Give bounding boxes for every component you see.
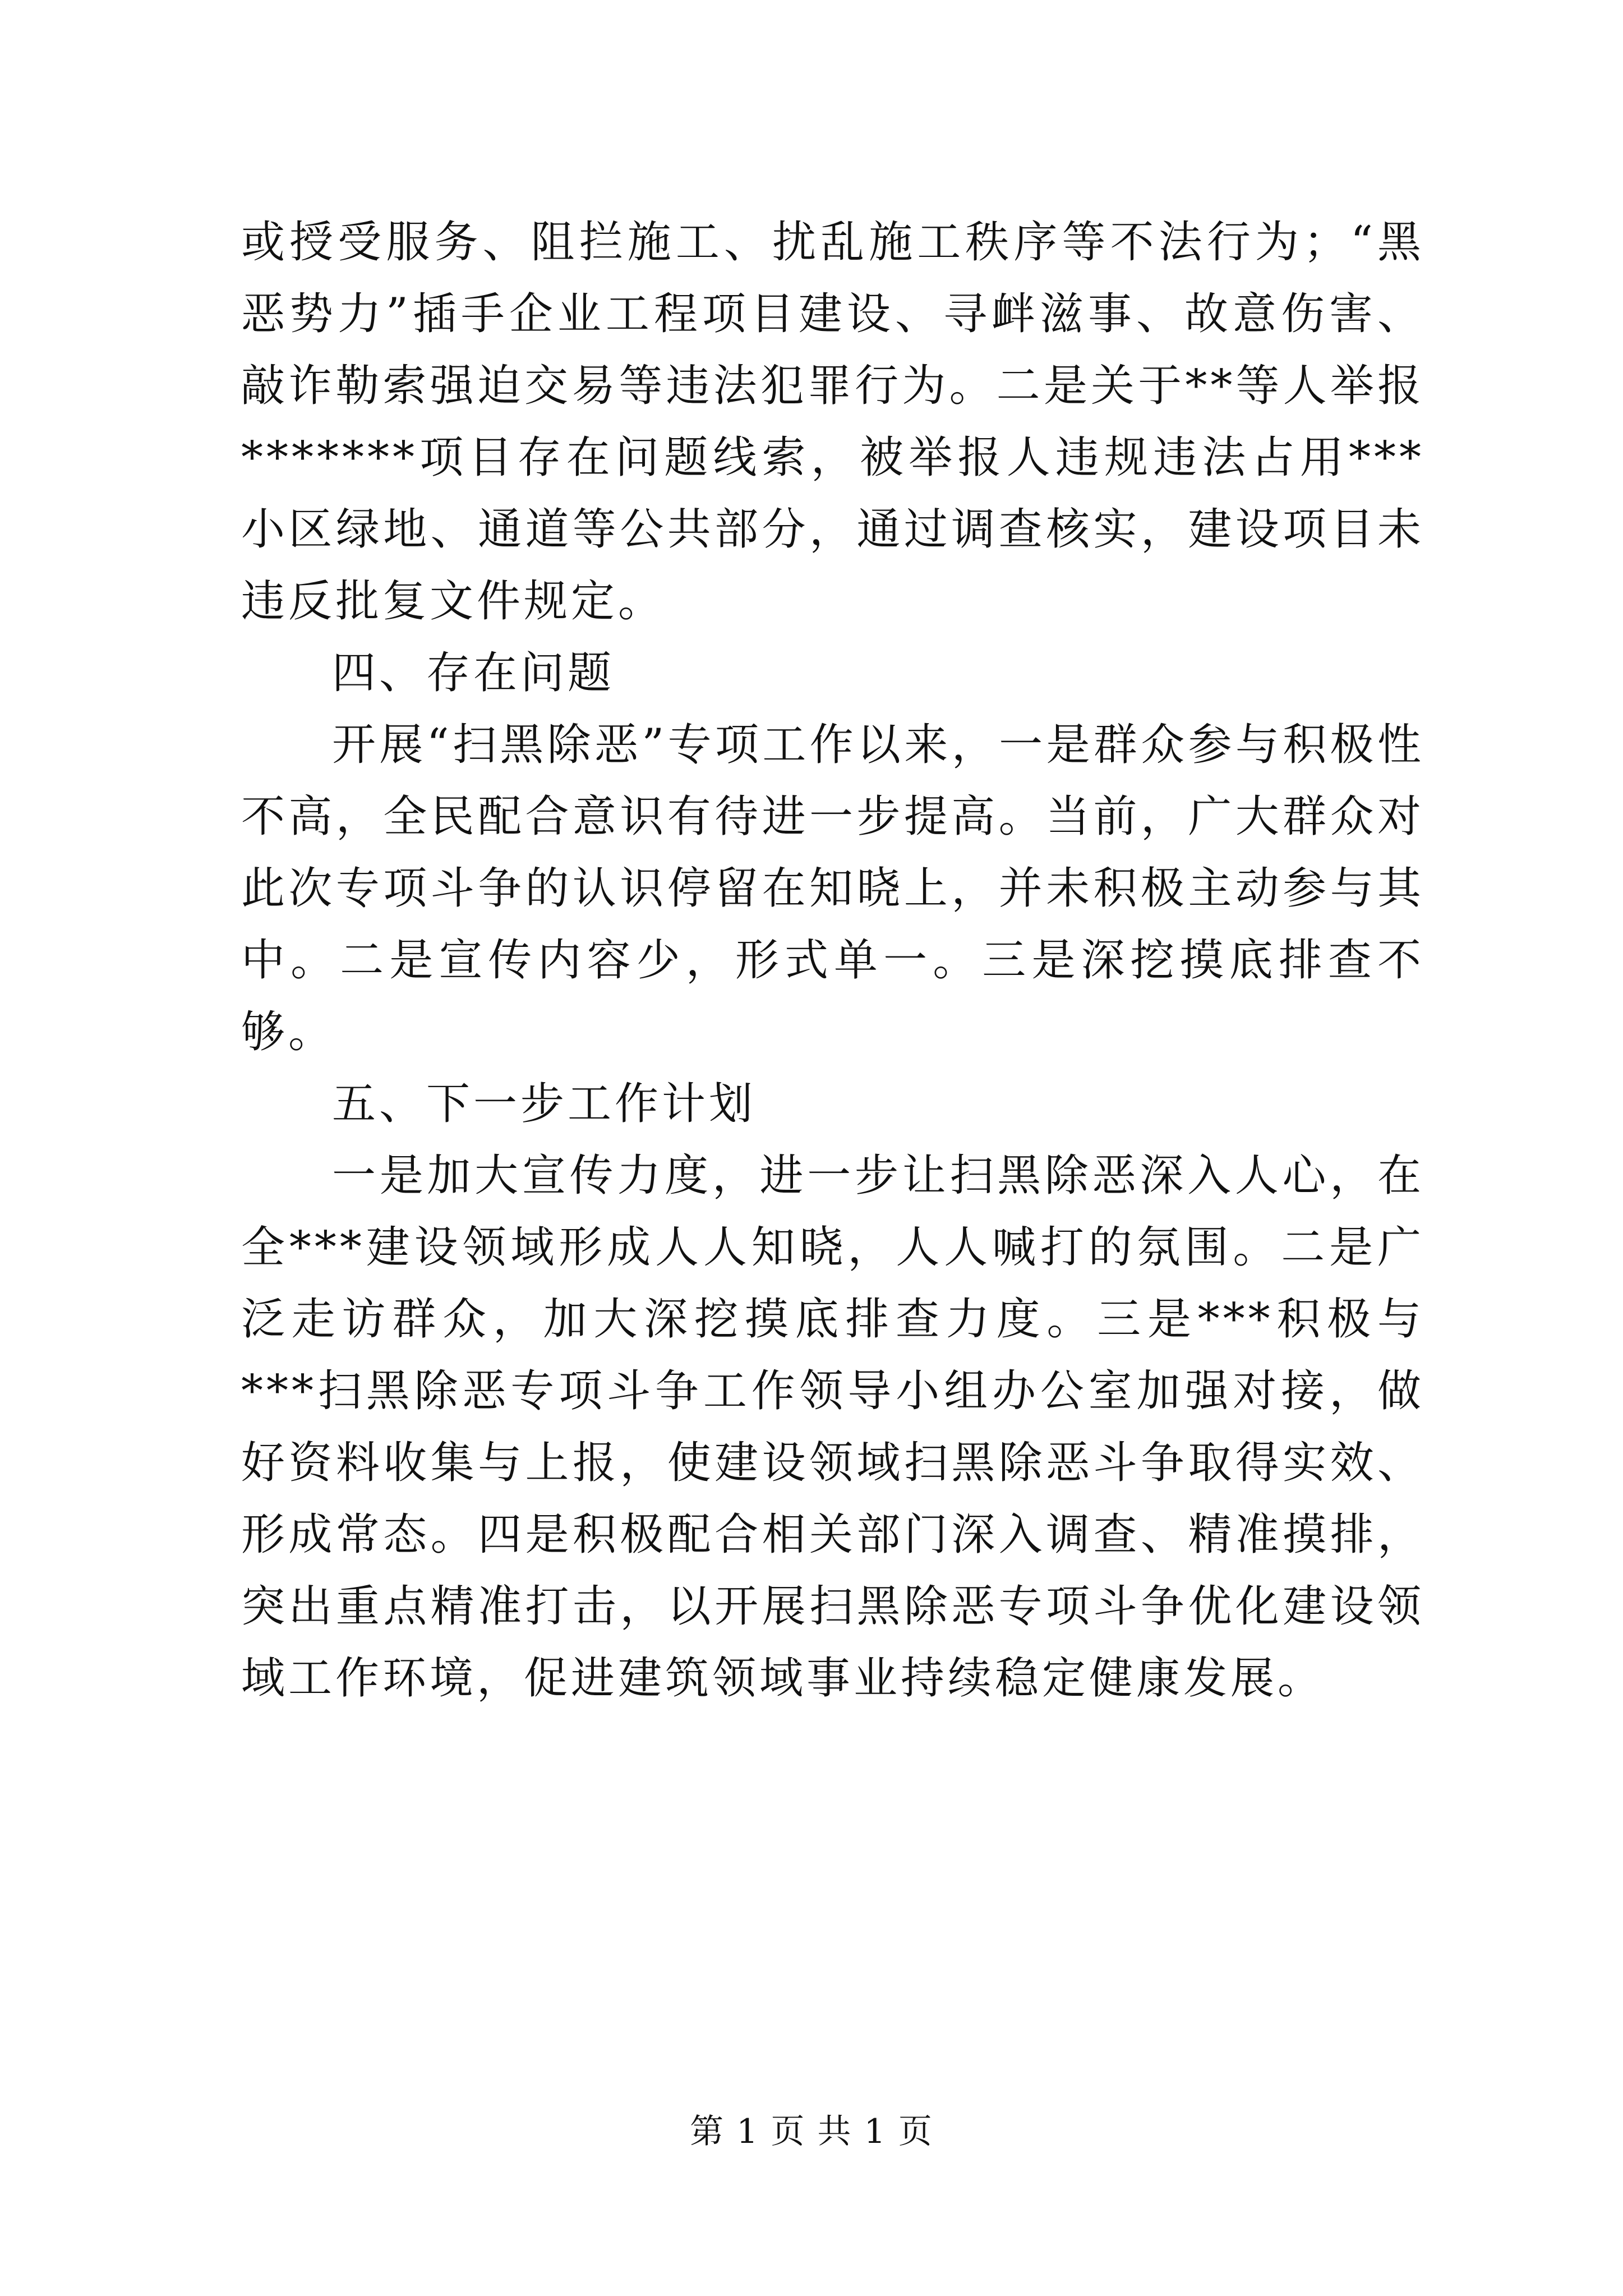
- section-heading-problems: 四、存在问题: [332, 648, 615, 698]
- paragraph-continuation: 或授受服务、阻拦施工、扰乱施工秩序等不法行为；“黑恶势力”插手企业工程项目建设、寻衅滋事、故意伤害、敲诈勒索强迫交易等违法犯罪行为。二是关于**等人举报*******项目存在问题线索，被举报人违规违法占用***小区绿地、通道等公共部分，通过调查核实，建设项目未违反批复文件规定。: [241, 217, 1424, 627]
- document-body: [241, 206, 1424, 1714]
- section-heading-next-plan: 五、下一步工作计划: [332, 1079, 757, 1129]
- paragraph-next-plan: 一是加大宣传力度，进一步让扫黑除恶深入人心，在全***建设领域形成人人知晓，人人喊打的氛围。二是广泛走访群众，加大深挖摸底排查力度。三是***积极与***扫黑除恶专项斗争工作领导小组办公室加强对接，做好资料收集与上报，使建设领域扫黑除恶斗争取得实效、形成常态。四是积极配合相关部门深入调查、精准摸排，突出重点精准打击，以开展扫黑除恶专项斗争优化建设领域工作环境，促进建筑领域事业持续稳定健康发展。: [241, 1151, 1424, 1704]
- page-footer: 第 1 页 共 1 页: [690, 2112, 933, 2151]
- paragraph-problems: 开展“扫黑除恶”专项工作以来，一是群众参与积极性不高，全民配合意识有待进一步提高。当前，广大群众对此次专项斗争的认识停留在知晓上，并未积极主动参与其中。二是宣传内容少，形式单一。三是深挖摸底排查不够。: [241, 720, 1424, 1057]
